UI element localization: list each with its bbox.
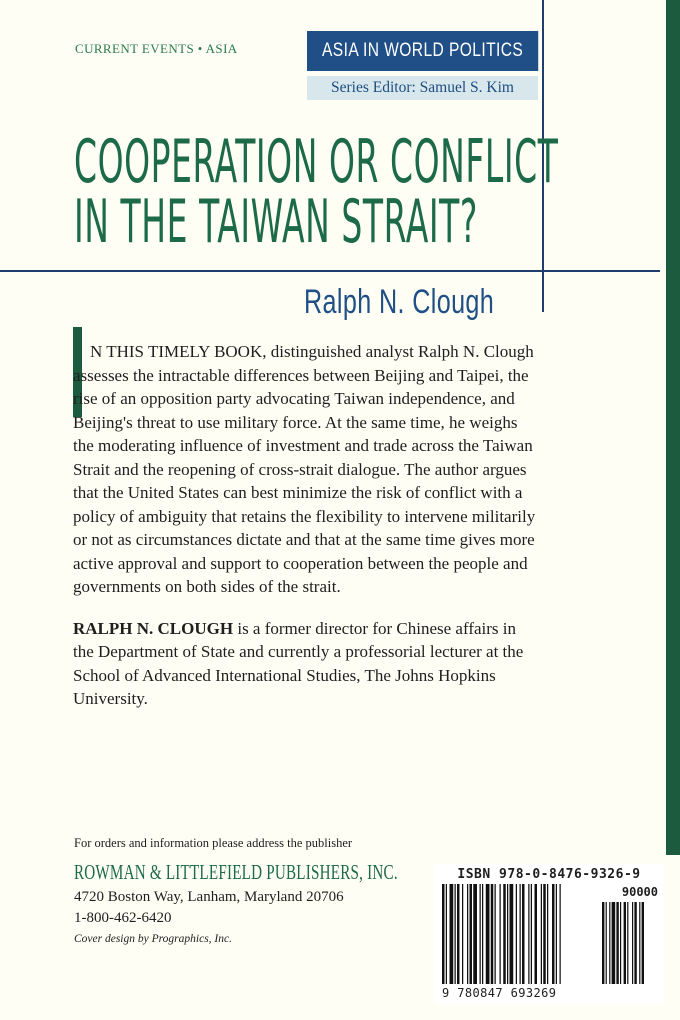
orders-note: For orders and information please address the publisher <box>74 836 353 850</box>
isbn-label: ISBN 978-0-8476-9326-9 <box>457 867 641 882</box>
publisher-address: 4720 Boston Way, Lanham, Maryland 20706 <box>74 889 344 905</box>
publisher-phone: 1-800-462-6420 <box>74 910 172 926</box>
series-editor-label: Series Editor: Samuel S. Kim <box>307 76 538 100</box>
book-title <box>74 127 559 257</box>
barcode-number: 9 780847 693269 <box>442 986 557 1000</box>
barcode-icon <box>442 884 656 986</box>
bio-text: is a former director for Chinese affairs in the Department of State and currently a professorial lecturer at the School of Advanced International Studies, The Johns Hopkins University. <box>73 618 524 708</box>
author-name: Ralph N. Clough <box>304 283 495 321</box>
publisher-name: ROWMAN & LITTLEFIELD PUBLISHERS, INC. <box>74 860 398 884</box>
horizontal-rule <box>0 270 660 272</box>
author-bio-paragraph <box>73 617 538 711</box>
title-line-1: COOPERATION OR CONFLICT <box>74 127 559 197</box>
barcode-block <box>434 864 664 1004</box>
title-line-2: IN THE TAIWAN STRAIT? <box>74 187 478 257</box>
cover-design-credit: Cover design by Prographics, Inc. <box>74 933 232 945</box>
back-cover-copy <box>73 340 538 711</box>
price-code: 90000 <box>621 885 658 899</box>
description-paragraph: N THIS TIMELY BOOK, distinguished analyst Ralph N. Clough assesses the intractable differences between Beijing and Taipei, the rise of an opposition party advocating Taiwan independence, and Beijing's threat to use military force. At the same time, he weighs the moderating influence of investment and trade across the Taiwan Strait and the reopening of cross-strait dialogue. The author argues that the United States can best minimize the risk of conflict with a policy of ambiguity that retains the flexibility to intervene militarily or not as circumstances dictate and that at the same time gives more active approval and support to cooperation between the people and governments on both sides of the strait. <box>73 342 536 596</box>
category-label: CURRENT EVENTS • ASIA <box>75 41 238 56</box>
bio-name: RALPH N. CLOUGH <box>73 618 234 638</box>
series-title-box: ASIA IN WORLD POLITICS <box>307 31 538 71</box>
green-edge-bar <box>666 0 680 855</box>
